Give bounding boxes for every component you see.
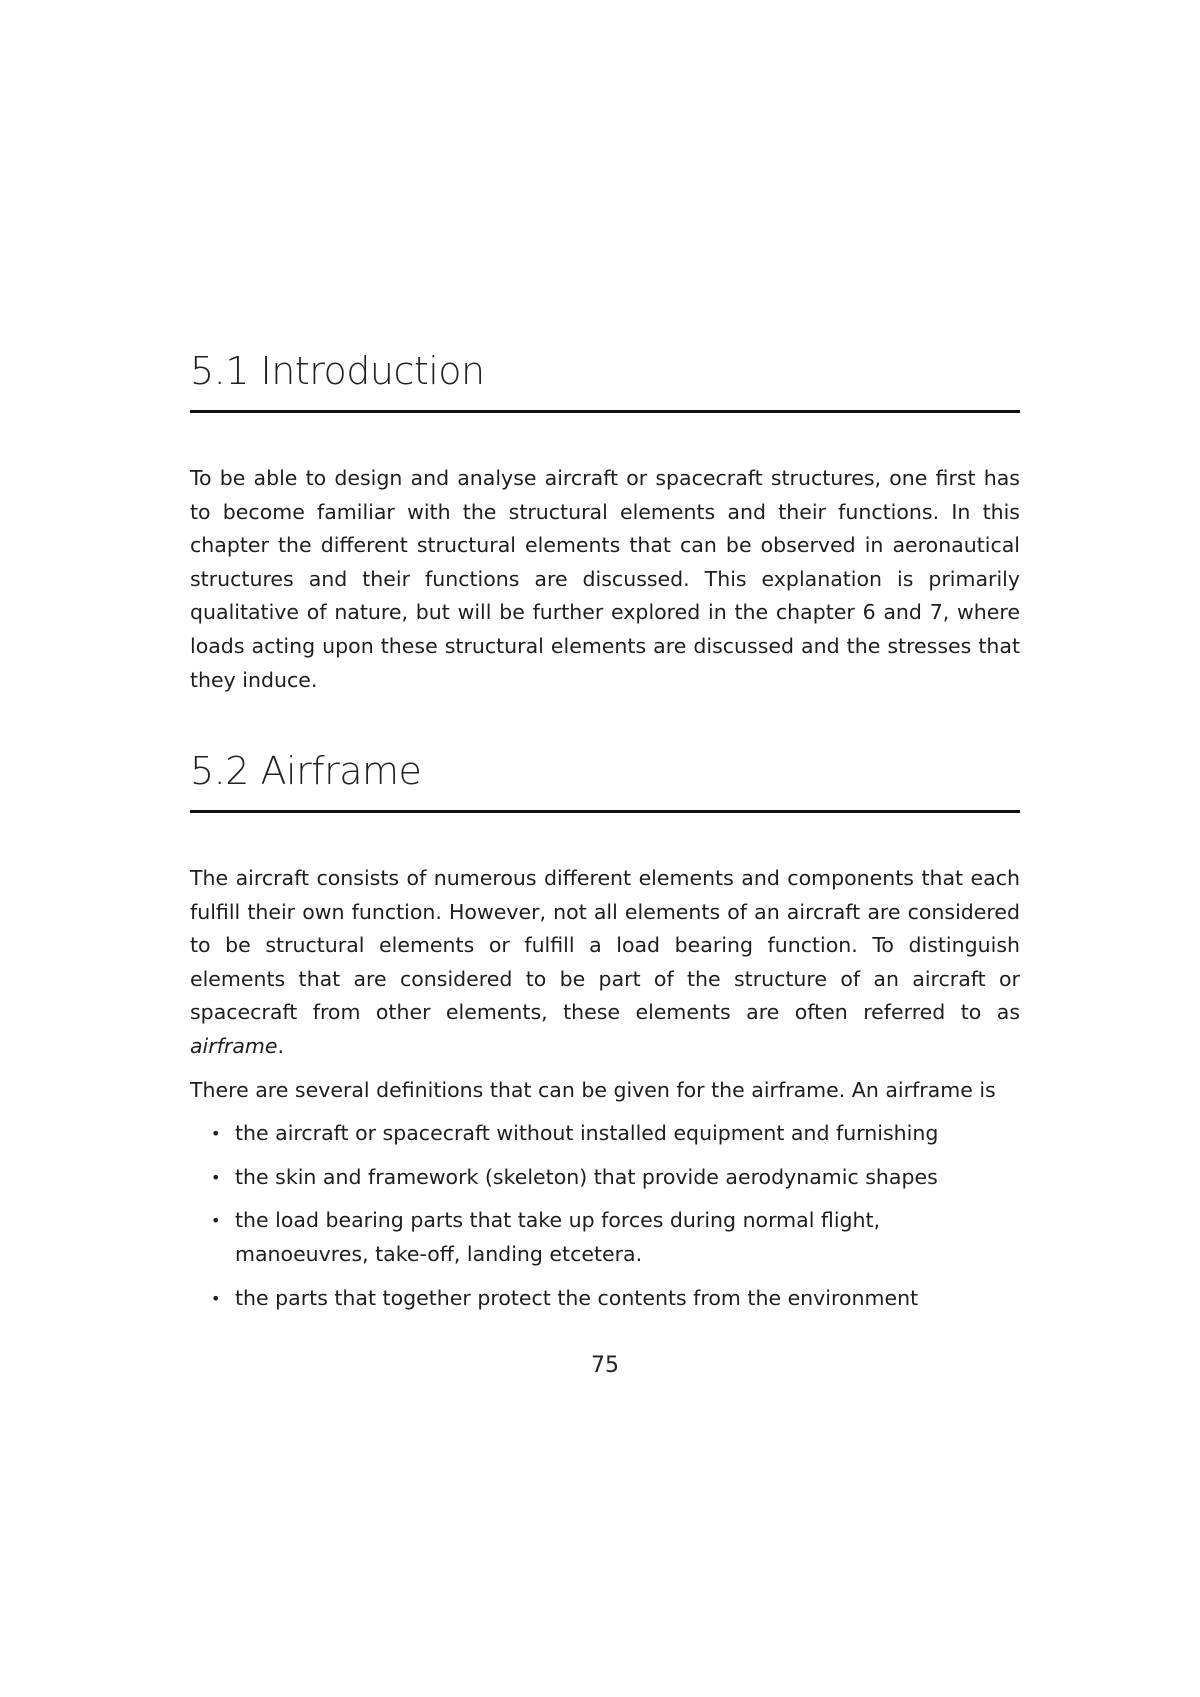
list-item-text: the load bearing parts that take up forces during normal flight, manoeuvres, take-off, landing etcetera. bbox=[235, 1208, 881, 1266]
airframe-paragraph-1 bbox=[190, 862, 1020, 1064]
bullet-icon: • bbox=[211, 1211, 221, 1231]
introduction-paragraph: To be able to design and analyse aircraft or spacecraft structures, one first has to become familiar with the structural elements and their functions. In this chapter the different structural elements that can be observed in aeronautical structures and their functions are discussed. This explanation is primarily qualitative of nature, but will be further explored in the chapter 6 and 7, where loads acting upon these structural elements are discussed and the stresses that they induce. bbox=[190, 466, 1020, 692]
airframe-term: airframe bbox=[190, 1033, 278, 1058]
airframe-paragraph-1-end: . bbox=[277, 1033, 285, 1058]
list-item bbox=[190, 1117, 1020, 1151]
list-item bbox=[190, 1204, 1020, 1271]
section-heading-introduction: 5.1 Introduction bbox=[190, 346, 1020, 413]
list-item bbox=[190, 1161, 1020, 1195]
page-number: 75 bbox=[591, 1353, 619, 1378]
section-heading-airframe: 5.2 Airframe bbox=[190, 746, 1020, 813]
bullet-icon: • bbox=[211, 1124, 221, 1144]
airframe-definition-list bbox=[190, 1117, 1020, 1315]
airframe-paragraph-2: There are several definitions that can be given for the airframe. An airframe is bbox=[190, 1077, 996, 1102]
section-introduction bbox=[190, 346, 1020, 697]
bullet-icon: • bbox=[211, 1288, 221, 1308]
bullet-icon: • bbox=[211, 1167, 221, 1187]
list-item-text: the aircraft or spacecraft without installed equipment and furnishing bbox=[235, 1121, 939, 1146]
list-item-text: the parts that together protect the contents from the environment bbox=[235, 1285, 919, 1310]
list-item-text: the skin and framework (skeleton) that provide aerodynamic shapes bbox=[235, 1164, 938, 1189]
airframe-paragraph-1-text: The aircraft consists of numerous different elements and components that each fulfill their own function. However, not all elements of an aircraft are considered to be structural elements or fulfill a load bearing function. To distinguish elements that are considered to be part of the structure of an aircraft or spacecraft from other elements, these elements are often referred to as bbox=[190, 866, 1020, 1025]
list-item bbox=[190, 1282, 1020, 1316]
section-airframe bbox=[190, 746, 1020, 1325]
